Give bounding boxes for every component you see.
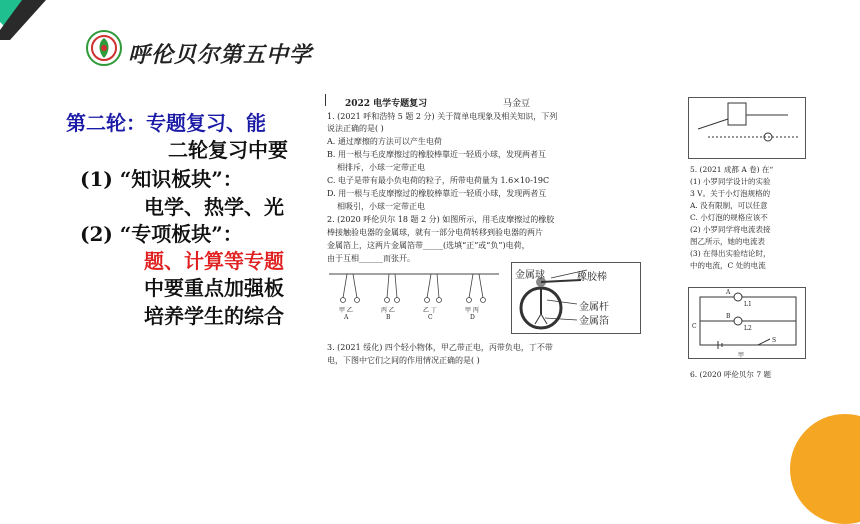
circuit-label: 甲 <box>738 352 745 359</box>
doc2-line: (2) 小罗同学将电流表接 <box>690 225 771 234</box>
slide-line-highlight: 题、计算等专题 <box>144 249 284 273</box>
doc-line: 电，下图中它们之间的作用情况正确的是( ) <box>327 356 480 365</box>
slide-line: (1) “知识板块”： <box>80 167 243 191</box>
apparatus-figure <box>688 97 806 159</box>
doc2-line: 中的电流，C 处的电流 <box>690 261 766 270</box>
doc-line: 相排斥，小球一定带正电 <box>337 163 425 172</box>
option-label: D <box>470 314 475 321</box>
document-excerpt-right <box>688 97 806 382</box>
circuit-label: B <box>726 313 731 320</box>
doc2-line: (3) 在得出实验结论时， <box>690 249 771 258</box>
school-name: 呼伦贝尔第五中学 <box>128 42 313 68</box>
slide-line-title: 第二轮：专题复习、能 <box>66 111 266 135</box>
circuit-label: C <box>692 323 697 330</box>
figure-label-pole: 金属杆 <box>579 302 609 313</box>
figure-label-ball: 金属球 <box>515 270 545 281</box>
circuit-figure <box>688 287 806 359</box>
slide-line: 培养学生的综合 <box>144 304 284 328</box>
option-label: B <box>386 314 391 321</box>
document-excerpt <box>325 92 660 387</box>
doc2-line: C. 小灯泡的规格应该不 <box>690 213 768 222</box>
doc2-bottom-line: 6. (2020 呼伦贝尔 7 题 <box>690 370 771 379</box>
doc-line: 2. (2020 呼伦贝尔 18 题 2 分) 如图所示，用毛皮摩擦过的橡胶 <box>327 215 555 224</box>
doc-line: 金属箔上，这两片金属箔带_____(选填“正”或“负”)电荷， <box>327 241 530 250</box>
doc-line: A. 通过摩擦的方法可以产生电荷 <box>327 137 442 146</box>
ball-pair-label: 甲 乙 <box>339 307 353 314</box>
slide-line: 二轮复习中要 <box>168 138 288 162</box>
doc2-line: 5. (2021 成都 A 卷) 在“ <box>690 165 774 174</box>
doc2-line: (1) 小罗同学设计的实验 <box>690 177 771 186</box>
circuit-label: S <box>772 337 777 344</box>
doc-line: C. 电子是带有最小负电荷的粒子，所带电荷量为 1.6×10-19C <box>327 176 550 185</box>
slide-line: 电学、热学、光 <box>144 195 284 219</box>
doc-line: 1. (2021 呼和浩特 5 题 2 分) 关于简单电现象及相关知识，下列 <box>327 112 558 121</box>
doc2-line: A. 没有限制，可以任意 <box>690 201 768 210</box>
doc2-line: 3 V。关于小灯泡规格的 <box>690 189 771 198</box>
figure-label-foil: 金属箔 <box>579 316 609 327</box>
doc-line: 3. (2021 绥化) 四个轻小物体，甲乙带正电，丙带负电，丁不带 <box>327 343 553 352</box>
doc-line: D. 用一根与毛皮摩擦过的橡胶棒靠近一轻质小球，发现两者互 <box>327 189 547 198</box>
circuit-label: L2 <box>744 325 752 332</box>
corner-circle-decoration <box>790 414 860 524</box>
ball-pair-label: 丙 乙 <box>381 307 395 314</box>
margin-bar <box>325 94 326 106</box>
doc-line: 说法正确的是( ) <box>327 124 384 133</box>
doc-line: 由于互相______而张开。 <box>327 254 415 263</box>
option-label: A <box>344 314 349 321</box>
circuit-label: L1 <box>744 301 752 308</box>
school-logo-icon <box>86 30 122 66</box>
ball-pair-label: 甲 丙 <box>465 307 479 314</box>
doc-heading: 2022 电学专题复习 <box>345 99 428 109</box>
option-label: C <box>428 314 433 321</box>
doc-line: B. 用一根与毛皮摩擦过的橡胶棒靠近一轻质小球，发现两者互 <box>327 150 546 159</box>
doc-line: 相吸引，小球一定带正电 <box>337 202 425 211</box>
figure-label-rod: 橡胶棒 <box>577 272 607 283</box>
doc-line: 棒接触验电器的金属球，就有一部分电荷转移到验电器的两片 <box>327 228 543 237</box>
slide-line: (2) “专项板块”： <box>80 222 243 246</box>
ball-pair-label: 乙 丁 <box>423 307 437 314</box>
doc2-line: 图乙所示，她的电流表 <box>690 237 765 246</box>
doc-author: 马金豆 <box>503 99 531 109</box>
corner-chevron-decoration <box>0 0 70 60</box>
circuit-label: A <box>726 289 731 296</box>
slide-line: 中要重点加强板 <box>144 276 284 300</box>
